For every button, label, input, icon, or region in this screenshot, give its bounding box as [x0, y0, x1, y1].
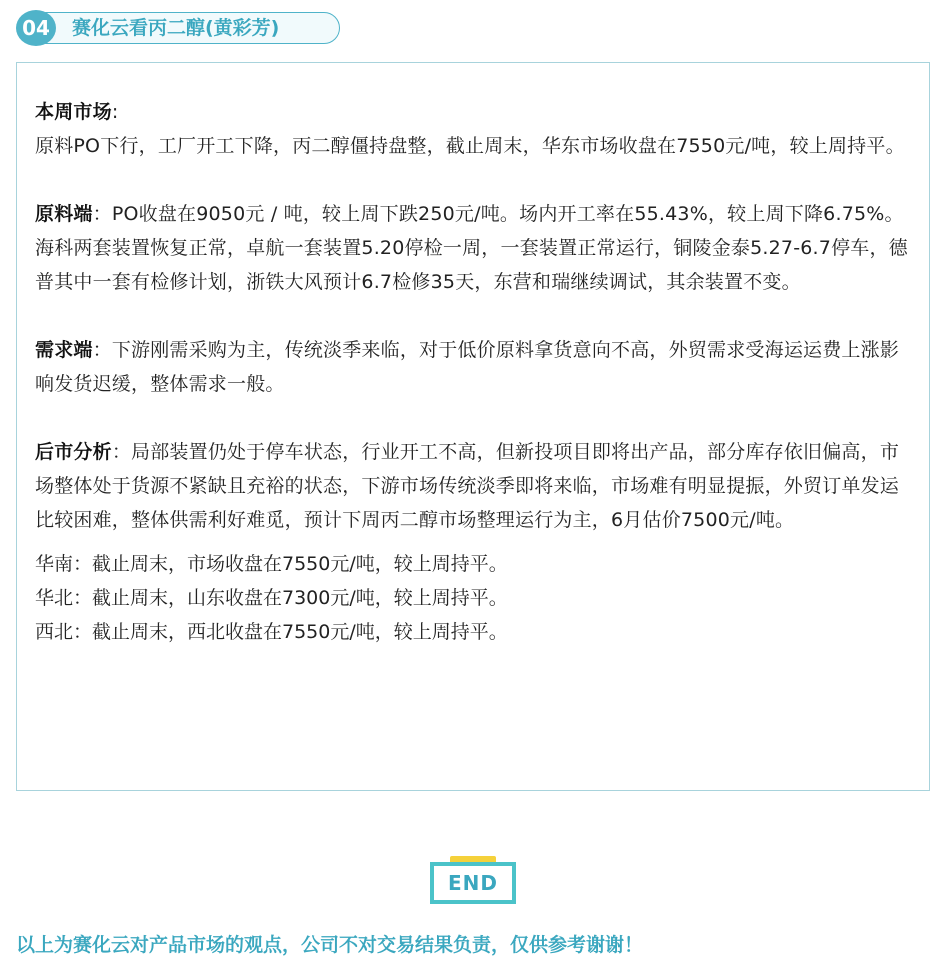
- content-box: [16, 62, 930, 791]
- market-paragraph: [35, 95, 913, 163]
- market-label: 本周市场: [35, 101, 112, 123]
- region-south-china: 华南：截止周末，市场收盘在7550元/吨，较上周持平。: [35, 553, 508, 575]
- footer-disclaimer: 以上为赛化云对产品市场的观点，公司不对交易结果负责，仅供参考谢谢！: [16, 934, 644, 956]
- section-number-badge: 04: [16, 10, 56, 46]
- end-badge: [430, 856, 516, 904]
- region-northwest: 西北：截止周末，西北收盘在7550元/吨，较上周持平。: [35, 621, 508, 643]
- demand-label: 需求端: [35, 339, 93, 361]
- market-separator: :: [111, 101, 119, 123]
- region-north-china: 华北：截止周末，山东收盘在7300元/吨，较上周持平。: [35, 587, 508, 609]
- raw-material-paragraph: [35, 197, 913, 299]
- raw-material-label: 原料端: [35, 203, 93, 225]
- section-title: 赛化云看丙二醇(黄彩芳): [72, 17, 280, 39]
- market-text: 原料PO下行，工厂开工下降，丙二醇僵持盘整，截止周末，华东市场收盘在7550元/吨，较上周持平。: [35, 135, 905, 157]
- raw-material-text: PO收盘在9050元 / 吨，较上周下跌250元/吨。场内开工率在55.43%，较上周下降6.75%。海科两套装置恢复正常，卓航一套装置5.20停检一周，一套装置正常运行，铜陵金泰5.27-6.7停车，德普其中一套有检修计划，浙铁大风预计6.7检修35天，东营和瑞继续调试，其余装置不变。: [35, 203, 908, 293]
- outlook-separator: ：: [111, 441, 132, 463]
- outlook-label: 后市分析: [35, 441, 112, 463]
- section-header: [16, 10, 342, 46]
- outlook-text: 局部装置仍处于停车状态，行业开工不高，但新投项目即将出产品，部分库存依旧偏高，市场整体处于货源不紧缺且充裕的状态，下游市场传统淡季即将来临，市场难有明显提振，外贸订单发运比较困难，整体供需利好难觅，预计下周丙二醇市场整理运行为主，6月估价7500元/吨。: [35, 441, 900, 531]
- raw-material-separator: ：: [92, 203, 112, 225]
- end-label: END: [430, 862, 516, 904]
- demand-paragraph: [35, 333, 913, 401]
- outlook-paragraph: [35, 435, 913, 537]
- demand-text: 下游刚需采购为主，传统淡季来临，对于低价原料拿货意向不高，外贸需求受海运运费上涨影响发货迟缓，整体需求一般。: [35, 339, 900, 395]
- demand-separator: ：: [92, 339, 112, 361]
